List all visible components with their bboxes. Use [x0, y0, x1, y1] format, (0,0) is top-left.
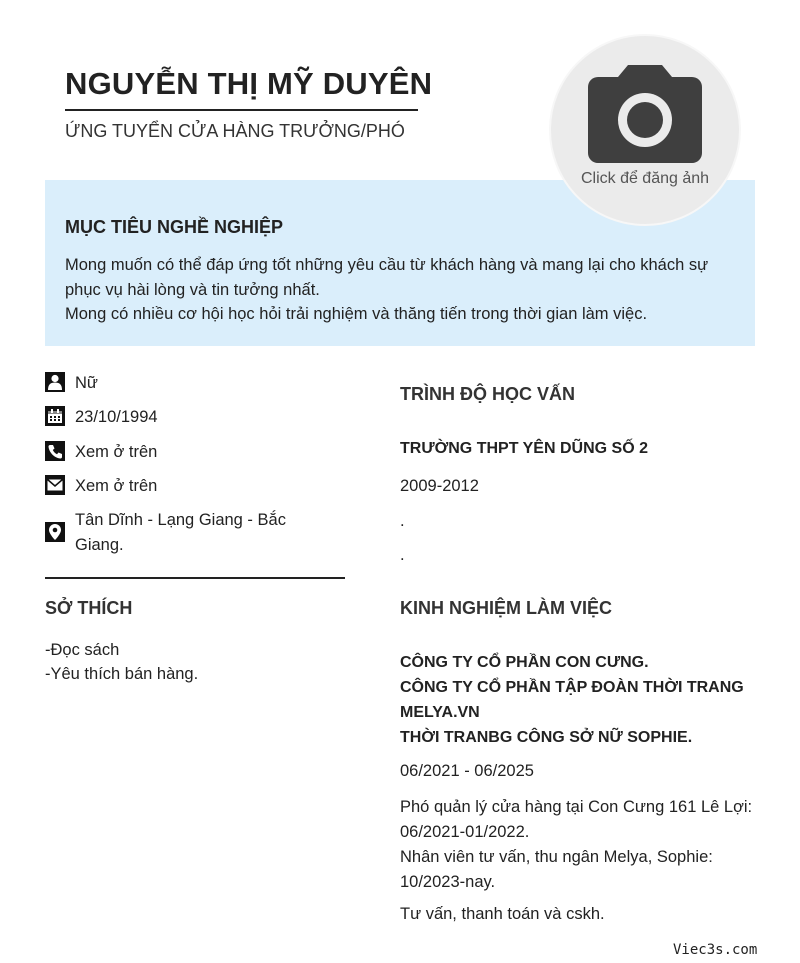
hobbies-list [45, 638, 198, 686]
camera-icon [588, 63, 702, 163]
education-years: 2009-2012 [400, 477, 479, 495]
contact-phone [45, 440, 320, 465]
contact-email [45, 474, 320, 499]
envelope-icon [45, 475, 65, 495]
phone-value: Xem ở trên [75, 443, 158, 461]
contact-gender [45, 371, 320, 396]
candidate-name: NGUYỄN THỊ MỸ DUYÊN [65, 66, 433, 101]
experience-line: Nhân viên tư vấn, thu ngân Melya, Sophie: 10/2023-nay. [400, 848, 713, 891]
hobby-item: -Yêu thích bán hàng. [45, 665, 199, 683]
company-name: THỜI TRANBG CÔNG SỞ NỮ SOPHIE. [400, 729, 693, 746]
experience-description [400, 795, 765, 895]
photo-upload[interactable] [549, 34, 741, 226]
contact-address [45, 508, 320, 558]
objective-line: Mong có nhiều cơ hội học hỏi trải nghiệm và thăng tiến trong thời gian làm việc. [65, 305, 648, 323]
education-note: . [400, 546, 405, 564]
experience-task: Tư vấn, thanh toán và cskh. [400, 905, 605, 923]
hobbies-title: SỞ THÍCH [45, 598, 133, 618]
company-name: CÔNG TY CỔ PHẦN CON CƯNG. [400, 654, 649, 671]
birthday-value: 23/10/1994 [75, 408, 158, 426]
location-pin-icon [45, 522, 65, 542]
email-value: Xem ở trên [75, 477, 158, 495]
applied-position: ỨNG TUYỂN CỬA HÀNG TRƯỞNG/PHÓ [65, 121, 405, 141]
phone-icon [45, 441, 65, 461]
objective-line: phục vụ hài lòng và tin tưởng nhất. [65, 280, 320, 299]
contact-birthday [45, 405, 320, 430]
experience-title: KINH NGHIỆM LÀM VIỆC [400, 598, 613, 618]
objective-line: Mong muốn có thể đáp ứng tốt những yêu cầu từ khách hàng và mang lại cho khách sự [65, 256, 709, 274]
education-title: TRÌNH ĐỘ HỌC VẤN [400, 384, 575, 404]
education-school: TRƯỜNG THPT YÊN DŨNG SỐ 2 [400, 440, 648, 457]
experience-line: Phó quản lý cửa hàng tại Con Cưng 161 Lê Lợi: 06/2021-01/2022. [400, 798, 753, 841]
gender-value: Nữ [75, 374, 98, 392]
address-value: Tân Dĩnh - Lạng Giang - Bắc Giang. [75, 511, 286, 554]
education-note: . [400, 512, 405, 530]
objective-title: MỤC TIÊU NGHỀ NGHIỆP [65, 217, 284, 237]
calendar-icon [45, 406, 65, 426]
company-name: CÔNG TY CỔ PHẦN TẬP ĐOÀN THỜI TRANG MELYA.VN [400, 679, 744, 721]
name-underline [65, 109, 418, 111]
experience-companies [400, 650, 760, 750]
hobby-item: -Đọc sách [45, 641, 120, 659]
section-divider [45, 577, 345, 579]
site-watermark: Viec3s.com [673, 942, 758, 958]
experience-period: 06/2021 - 06/2025 [400, 762, 534, 780]
person-icon [45, 372, 65, 392]
photo-upload-label: Click để đăng ảnh [580, 170, 710, 187]
objective-text [65, 253, 745, 327]
